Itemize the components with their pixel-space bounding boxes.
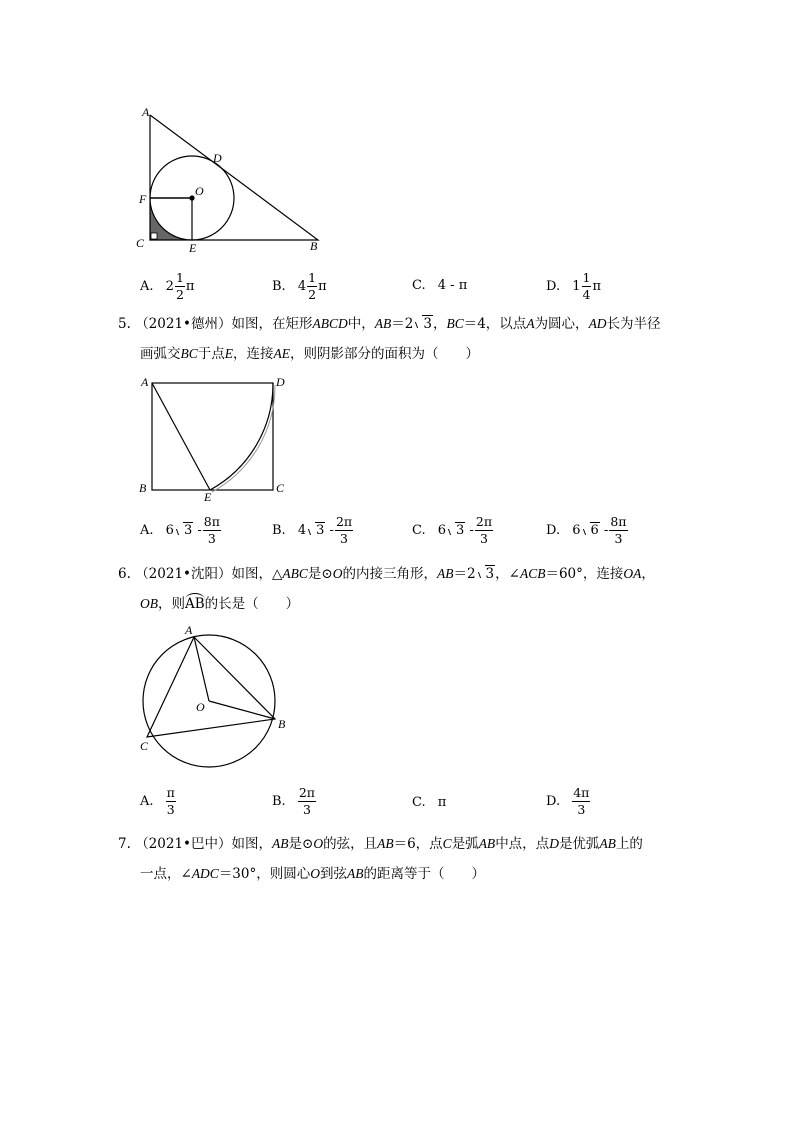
math-var: AB bbox=[272, 836, 289, 851]
q6-option-c bbox=[412, 795, 446, 810]
math-var: AB bbox=[374, 316, 392, 331]
q4-right-angle-mark bbox=[151, 233, 157, 239]
fraction bbox=[298, 787, 316, 816]
q5-stem-line2 bbox=[140, 342, 479, 362]
q4-center-dot bbox=[189, 195, 194, 200]
math-var: D bbox=[549, 836, 559, 851]
q5-option-c bbox=[412, 516, 494, 545]
fraction bbox=[203, 516, 221, 545]
minus: - bbox=[329, 523, 334, 538]
minus: - bbox=[469, 523, 474, 538]
question-number: 7. bbox=[118, 836, 131, 852]
q5-segment-ae bbox=[152, 383, 210, 490]
fraction bbox=[609, 516, 627, 545]
fraction bbox=[475, 516, 493, 545]
q6-option-b bbox=[272, 787, 317, 816]
option-value: 2 bbox=[165, 279, 174, 294]
math-var: BC bbox=[446, 316, 464, 331]
option-value: π bbox=[437, 795, 447, 810]
denominator: 3 bbox=[577, 801, 586, 817]
text: ＝4，以点 bbox=[463, 316, 527, 332]
fraction bbox=[307, 272, 317, 301]
radicand: 3 bbox=[456, 523, 465, 538]
radicand: 3 bbox=[423, 316, 432, 332]
q5-label-c: C bbox=[276, 481, 285, 495]
sqrt bbox=[413, 316, 433, 332]
text: ＝30°，则圆心 bbox=[218, 866, 311, 882]
q4-label-o: O bbox=[195, 184, 204, 198]
pi-symbol: π bbox=[318, 279, 327, 294]
fraction bbox=[572, 787, 590, 816]
math-var: AB bbox=[377, 836, 394, 851]
math-var: AE bbox=[273, 346, 291, 361]
q4-option-c bbox=[412, 278, 467, 293]
text: ，连接 bbox=[233, 346, 274, 362]
option-label: D. bbox=[546, 279, 561, 294]
numerator: 1 bbox=[582, 270, 591, 285]
option-label: A. bbox=[140, 794, 154, 809]
option-label: B. bbox=[272, 523, 286, 538]
q5-stem-line1 bbox=[118, 312, 661, 332]
math-var: ABC bbox=[282, 566, 308, 581]
q6-label-o: O bbox=[196, 700, 205, 714]
text: ，则阴影部分的面积为（ ） bbox=[290, 346, 480, 362]
q6-label-c: C bbox=[140, 739, 149, 753]
denominator: 3 bbox=[302, 801, 311, 817]
q4-label-e: E bbox=[189, 241, 197, 255]
text: 是⊙ bbox=[307, 566, 333, 582]
option-label: C. bbox=[412, 795, 426, 810]
math-var: BC bbox=[180, 346, 198, 361]
question-source: （2021•巴中）如图， bbox=[135, 836, 273, 852]
denominator: 2 bbox=[308, 286, 317, 302]
denominator: 2 bbox=[175, 286, 184, 302]
numerator: 2π bbox=[475, 514, 493, 529]
option-label: D. bbox=[546, 794, 561, 809]
q5-label-b: B bbox=[139, 481, 147, 495]
arc-notation bbox=[185, 593, 205, 612]
q5-option-a bbox=[140, 516, 222, 545]
numerator: 4π bbox=[573, 785, 590, 800]
text: 中点，点 bbox=[495, 836, 550, 852]
denominator: 3 bbox=[479, 530, 488, 546]
fraction bbox=[335, 516, 353, 545]
arc-label: AB bbox=[185, 596, 205, 612]
q5-figure bbox=[135, 370, 300, 502]
numerator: 2π bbox=[335, 514, 353, 529]
numerator: 2π bbox=[298, 785, 315, 800]
text: ＝2 bbox=[391, 316, 414, 332]
q5-option-d bbox=[546, 516, 629, 545]
math-var: E bbox=[224, 346, 234, 361]
q4-figure bbox=[130, 100, 340, 260]
q4-option-a bbox=[140, 272, 194, 301]
math-var: OB bbox=[140, 596, 158, 611]
pi-symbol: π bbox=[185, 279, 195, 294]
sqrt bbox=[476, 566, 496, 582]
text: ＝2 bbox=[453, 566, 476, 582]
q5-label-e: E bbox=[204, 490, 212, 502]
option-value: 4 bbox=[297, 279, 307, 294]
math-var: C bbox=[442, 836, 452, 851]
question-source: （2021•德州）如图，在矩形 bbox=[135, 316, 313, 332]
fraction bbox=[582, 272, 592, 301]
fraction bbox=[175, 272, 185, 301]
sqrt bbox=[581, 523, 600, 538]
option-label: B. bbox=[272, 279, 286, 294]
text: ＝6，点 bbox=[393, 836, 443, 852]
text: ，则 bbox=[158, 596, 185, 612]
numerator: 1 bbox=[308, 270, 317, 285]
radicand: 3 bbox=[485, 566, 495, 582]
option-value: 4 - π bbox=[437, 278, 468, 293]
math-var: O bbox=[310, 866, 320, 881]
math-var: O bbox=[313, 836, 324, 851]
q4-label-a: A bbox=[142, 105, 150, 119]
text: ， bbox=[432, 316, 447, 332]
numerator: π bbox=[166, 785, 175, 800]
text: 上的 bbox=[615, 836, 643, 852]
text: 长为半径 bbox=[606, 316, 661, 332]
text: 是优弧 bbox=[558, 836, 600, 852]
sqrt bbox=[174, 523, 193, 538]
q4-label-d: D bbox=[213, 151, 222, 165]
math-var: AB bbox=[478, 836, 496, 851]
math-var: AB bbox=[347, 866, 364, 881]
option-label: C. bbox=[412, 523, 426, 538]
q6-stem-line2 bbox=[140, 592, 299, 612]
q6-label-b: B bbox=[278, 717, 286, 731]
text: 中， bbox=[347, 316, 375, 332]
text: ，∠ bbox=[495, 566, 520, 582]
math-var: AB bbox=[599, 836, 616, 851]
q5-label-a: A bbox=[141, 375, 149, 389]
q6-triangle-abc bbox=[147, 637, 275, 737]
math-var: ADC bbox=[191, 866, 219, 881]
option-value: 6 bbox=[165, 523, 174, 538]
q5-label-d: D bbox=[276, 375, 285, 389]
sqrt bbox=[446, 523, 465, 538]
option-value: 6 bbox=[437, 523, 447, 538]
text: 为圆心， bbox=[534, 316, 589, 332]
text: 的长是（ ） bbox=[204, 596, 300, 612]
q4-label-f: F bbox=[139, 192, 147, 206]
q6-option-d bbox=[546, 787, 591, 816]
q7-stem-line2 bbox=[140, 862, 485, 882]
option-label: A. bbox=[140, 523, 154, 538]
numerator: 1 bbox=[175, 270, 184, 285]
question-source: （2021•沈阳）如图，△ bbox=[135, 566, 283, 582]
q5-option-b bbox=[272, 516, 354, 545]
pi-symbol: π bbox=[592, 279, 602, 294]
denominator: 3 bbox=[340, 530, 348, 546]
text: 画弧交 bbox=[140, 346, 181, 362]
minus: - bbox=[603, 523, 609, 538]
radicand: 3 bbox=[316, 523, 325, 538]
text: 的距离等于（ ） bbox=[363, 866, 485, 882]
option-label: B. bbox=[272, 794, 286, 809]
option-value: 1 bbox=[572, 279, 581, 294]
text: ， bbox=[641, 566, 655, 582]
text: 到弦 bbox=[320, 866, 347, 882]
q6-label-a: A bbox=[185, 623, 193, 637]
math-var: AB bbox=[436, 566, 454, 581]
text: 的内接三角形， bbox=[342, 566, 437, 582]
option-value: 4 bbox=[297, 523, 307, 538]
numerator: 8π bbox=[203, 514, 220, 529]
q5-rectangle bbox=[152, 383, 273, 490]
math-var: OA bbox=[623, 566, 642, 581]
q7-stem-line1 bbox=[118, 832, 643, 852]
q6-segment-oa bbox=[194, 637, 209, 701]
denominator: 4 bbox=[582, 286, 591, 302]
q6-segment-ob bbox=[209, 701, 275, 719]
math-var: AD bbox=[588, 316, 607, 331]
option-value: 6 bbox=[572, 523, 581, 538]
q4-triangle bbox=[150, 115, 318, 240]
q4-option-d bbox=[546, 272, 601, 301]
minus: - bbox=[197, 523, 202, 538]
radicand: 6 bbox=[590, 523, 599, 538]
denominator: 3 bbox=[166, 801, 175, 817]
denominator: 3 bbox=[207, 530, 216, 546]
text: 的弦，且 bbox=[323, 836, 378, 852]
q4-label-c: C bbox=[136, 236, 145, 250]
sqrt bbox=[306, 523, 325, 538]
math-var: ACB bbox=[519, 566, 546, 581]
q6-stem-line1 bbox=[118, 562, 655, 582]
option-label: C. bbox=[412, 278, 426, 293]
math-var: A bbox=[526, 316, 535, 331]
text: ＝60°，连接 bbox=[545, 566, 624, 582]
text: 是弧 bbox=[451, 836, 479, 852]
option-label: A. bbox=[140, 279, 154, 294]
option-label: D. bbox=[546, 523, 561, 538]
fraction bbox=[166, 787, 176, 816]
text: 于点 bbox=[197, 346, 225, 362]
q4-option-b bbox=[272, 272, 327, 301]
question-number: 5. bbox=[118, 316, 131, 332]
numerator: 8π bbox=[610, 514, 627, 529]
q6-figure bbox=[130, 620, 300, 780]
q6-option-a bbox=[140, 787, 177, 816]
radicand: 3 bbox=[183, 523, 193, 538]
text: 一点，∠ bbox=[140, 866, 192, 882]
math-var: O bbox=[332, 566, 343, 581]
text: 是⊙ bbox=[288, 836, 314, 852]
denominator: 3 bbox=[614, 530, 623, 546]
question-number: 6. bbox=[118, 566, 131, 582]
q5-arc-shadow bbox=[212, 385, 275, 492]
math-var: ABCD bbox=[312, 316, 348, 331]
q4-label-b: B bbox=[310, 239, 318, 253]
